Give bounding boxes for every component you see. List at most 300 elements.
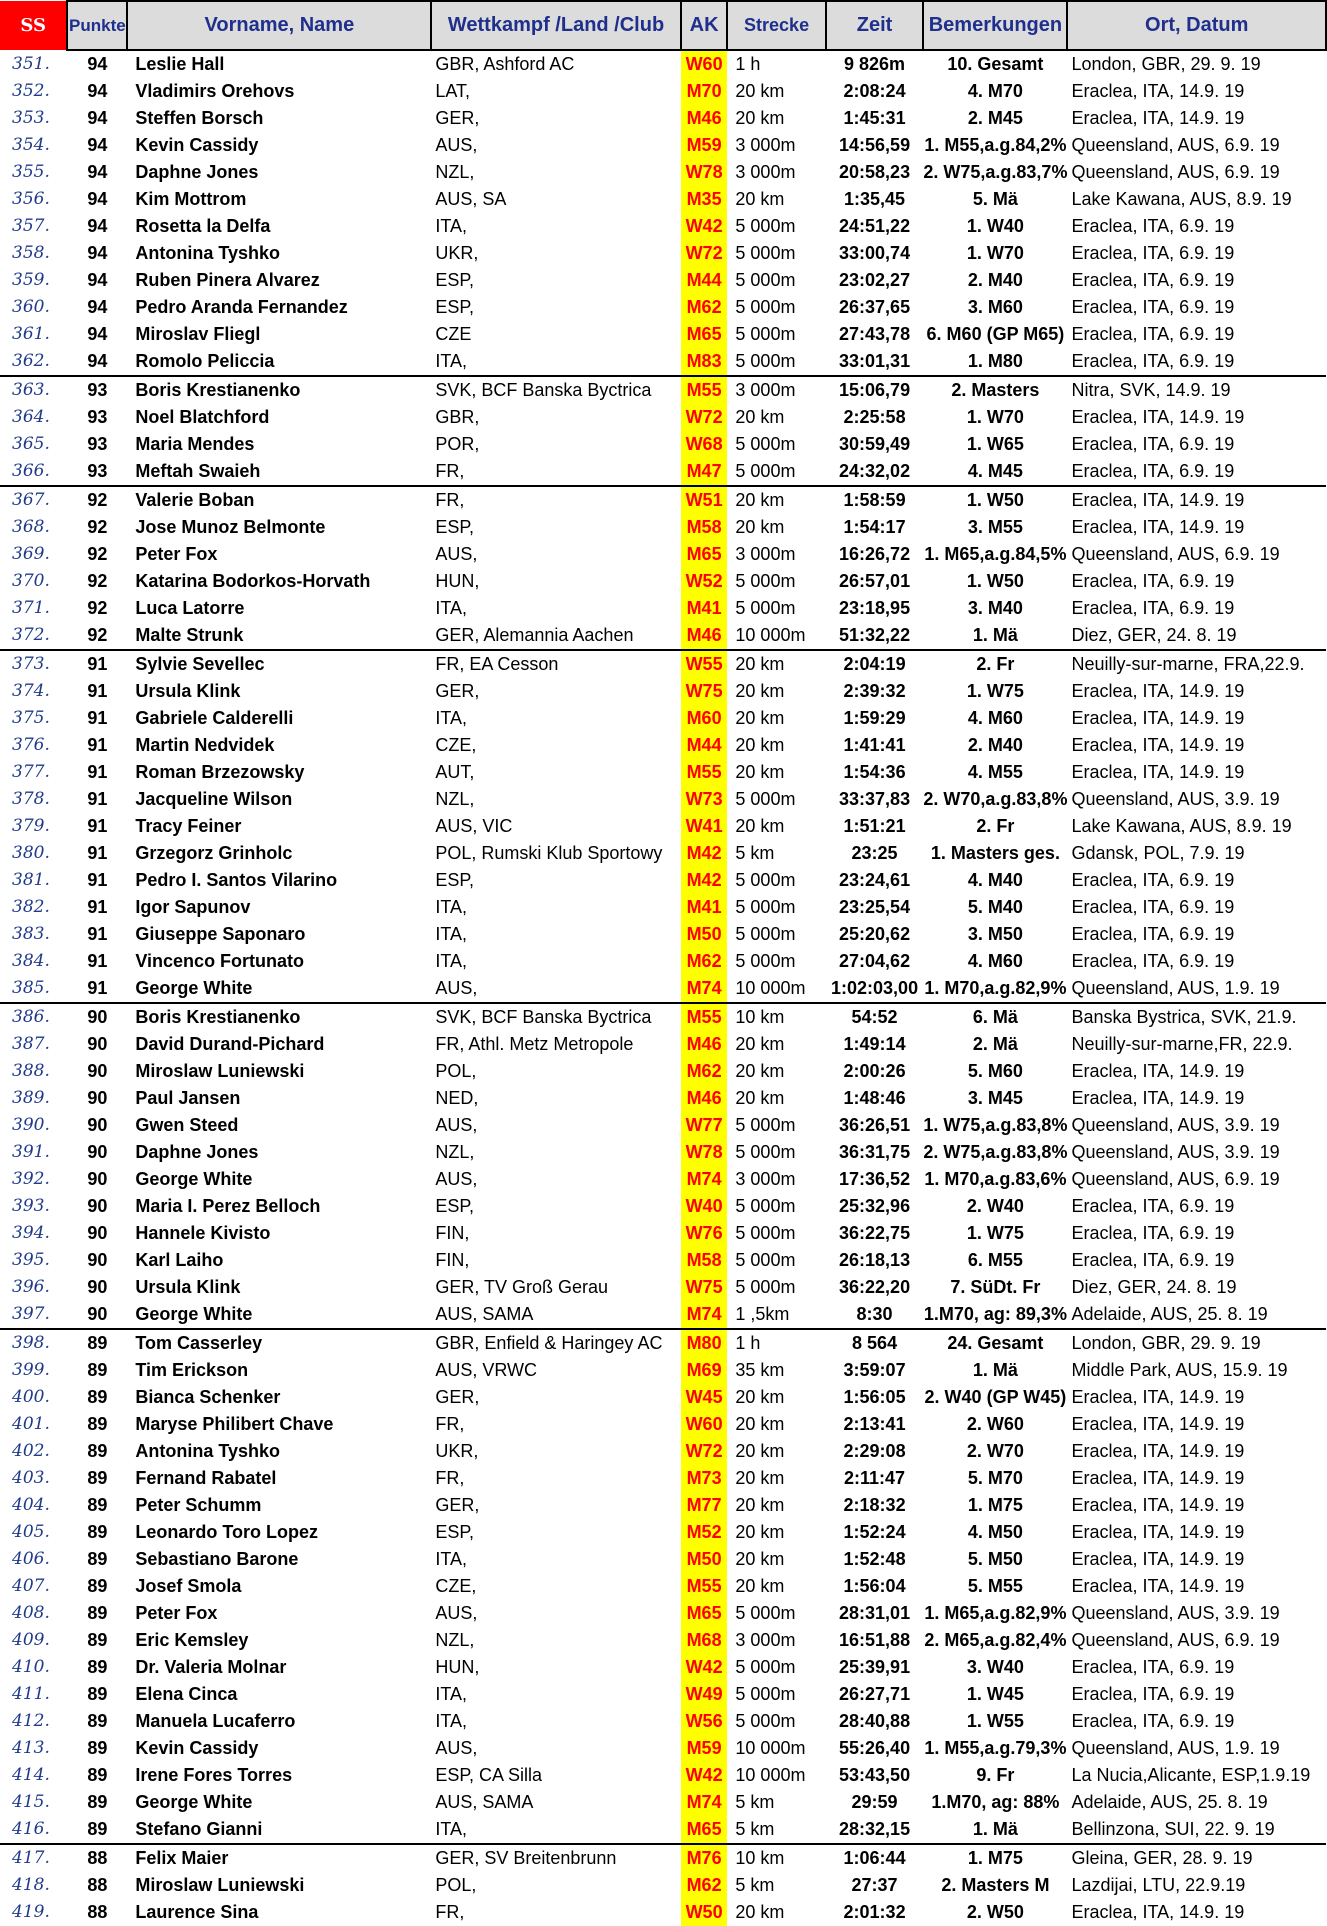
- table-row: [0, 867, 1326, 894]
- time-cell: 9 826m: [844, 54, 906, 74]
- distance-cell: 5 000m: [735, 1277, 796, 1297]
- points-cell: 94: [87, 189, 108, 209]
- club-cell: AUS,: [435, 1115, 478, 1135]
- rank-number: 419.: [12, 1902, 50, 1922]
- athlete-name: Karl Laiho: [135, 1250, 224, 1270]
- rank-number: 382.: [12, 897, 50, 917]
- time-cell: 23:02,27: [839, 270, 911, 290]
- table-row: [0, 132, 1326, 159]
- distance-cell: 20 km: [735, 762, 785, 782]
- place-date-cell: Eraclea, ITA, 14.9. 19: [1071, 1061, 1245, 1081]
- distance-cell: 20 km: [727, 650, 825, 678]
- table-row: [0, 840, 1326, 867]
- place-date-cell: Eraclea, ITA, 14.9. 19: [1071, 735, 1245, 755]
- points-cell: 88: [87, 1902, 108, 1922]
- remarks-cell: 4. M40: [967, 870, 1023, 890]
- remarks-cell: 1.M70, ag: 88%: [931, 1792, 1060, 1812]
- age-class-cell: M41: [681, 894, 728, 921]
- club-cell: FR, Athl. Metz Metropole: [435, 1034, 634, 1054]
- time-cell: 28:31,01: [839, 1603, 911, 1623]
- remarks-cell: 2. Fr: [923, 650, 1067, 678]
- remarks-cell: 2. Fr: [976, 816, 1015, 836]
- age-class-cell: W78: [681, 159, 728, 186]
- distance-cell: 3 000m: [727, 376, 825, 404]
- remarks-cell: 1. Mä: [972, 625, 1018, 645]
- remarks-cell: 1. W75,a.g.83,8%: [923, 1115, 1068, 1135]
- athlete-name: George White: [135, 1792, 253, 1812]
- club-cell: NZL,: [435, 789, 475, 809]
- remarks-cell: 1. W50: [966, 571, 1024, 591]
- place-date-cell: Queensland, AUS, 6.9. 19: [1071, 544, 1280, 564]
- time-cell: 54:52: [826, 1003, 924, 1031]
- time-cell: 3:59:07: [843, 1360, 906, 1380]
- time-cell: 20:58,23: [839, 162, 911, 182]
- athlete-name: Kim Mottrom: [135, 189, 247, 209]
- place-date-cell: Eraclea, ITA, 14.9. 19: [1071, 708, 1245, 728]
- time-cell: 25:32,96: [839, 1196, 911, 1216]
- header-place: Ort, Datum: [1067, 1, 1326, 50]
- rank-number: 362.: [12, 351, 50, 371]
- table-row: [0, 404, 1326, 431]
- points-cell: 89: [87, 1738, 108, 1758]
- club-cell: UKR,: [435, 1441, 479, 1461]
- athlete-name: Steffen Borsch: [135, 108, 264, 128]
- remarks-cell: 3. M50: [967, 924, 1023, 944]
- place-date-cell: Eraclea, ITA, 14.9. 19: [1071, 1468, 1245, 1488]
- time-cell: 2:13:41: [843, 1414, 906, 1434]
- age-class-cell: M42: [681, 867, 728, 894]
- points-cell: 94: [87, 162, 108, 182]
- table-row: [0, 458, 1326, 486]
- time-cell: 53:43,50: [839, 1765, 911, 1785]
- age-class-cell: W73: [681, 786, 728, 813]
- points-cell: 89: [87, 1684, 108, 1704]
- points-cell: 90: [87, 1088, 108, 1108]
- rank-number: 376.: [12, 735, 50, 755]
- place-date-cell: Eraclea, ITA, 6.9. 19: [1071, 897, 1235, 917]
- rank-number: 359.: [12, 270, 50, 290]
- club-cell: HUN,: [435, 571, 480, 591]
- athlete-name: Ruben Pinera Alvarez: [135, 270, 320, 290]
- age-class-cell: M73: [681, 1465, 728, 1492]
- points-cell: 94: [87, 324, 108, 344]
- rank-number: 384.: [12, 951, 50, 971]
- remarks-cell: 1. W50: [923, 486, 1067, 514]
- distance-cell: 10 km: [727, 1003, 825, 1031]
- place-date-cell: Eraclea, ITA, 14.9. 19: [1071, 1495, 1245, 1515]
- athlete-name: Roman Brzezowsky: [135, 762, 305, 782]
- age-class-cell: M65: [681, 321, 728, 348]
- table-row: [0, 759, 1326, 786]
- time-cell: 1:52:48: [843, 1549, 906, 1569]
- age-class-cell: M74: [681, 1301, 728, 1329]
- time-cell: 25:20,62: [839, 924, 911, 944]
- points-cell: 89: [87, 1441, 108, 1461]
- remarks-cell: 1. Masters ges.: [930, 843, 1060, 863]
- time-cell: 1:02:03,00: [831, 978, 919, 998]
- rank-number: 377.: [12, 762, 50, 782]
- club-cell: SVK, BCF Banska Byctrica: [431, 1003, 680, 1031]
- points-cell: 92: [87, 625, 108, 645]
- remarks-cell: 1. M65,a.g.84,5%: [924, 544, 1067, 564]
- table-row: [0, 622, 1326, 650]
- rank-number: 357.: [12, 216, 50, 236]
- club-cell: NZL,: [435, 162, 475, 182]
- remarks-cell: 3. M40: [967, 598, 1023, 618]
- remarks-cell: 5. M70: [967, 1468, 1023, 1488]
- place-date-cell: Queensland, AUS, 3.9. 19: [1071, 1115, 1280, 1135]
- table-row: [0, 678, 1326, 705]
- rank-number: 394.: [12, 1223, 50, 1243]
- distance-cell: 5 000m: [735, 297, 796, 317]
- table-row: [0, 514, 1326, 541]
- age-class-cell: M60: [681, 705, 728, 732]
- athlete-name: Antonina Tyshko: [135, 1441, 281, 1461]
- athlete-name: Boris Krestianenko: [127, 1003, 431, 1031]
- rank-number: 379.: [12, 816, 50, 836]
- table-row: [0, 186, 1326, 213]
- club-cell: AUS,: [435, 135, 478, 155]
- points-cell: 89: [87, 1819, 108, 1839]
- points-cell: 91: [87, 762, 108, 782]
- time-cell: 2:25:58: [843, 407, 906, 427]
- remarks-cell: 5. M55: [967, 1576, 1023, 1596]
- age-class-cell: W42: [681, 1762, 728, 1789]
- athlete-name: Kevin Cassidy: [135, 1738, 259, 1758]
- header-club: Wettkampf /Land /Club: [431, 1, 680, 50]
- points-cell: 90: [87, 1034, 108, 1054]
- remarks-cell: 1. M70,a.g.82,9%: [924, 978, 1067, 998]
- points-cell: 88: [67, 1844, 127, 1872]
- athlete-name: Daphne Jones: [135, 162, 259, 182]
- distance-cell: 5 000m: [735, 1115, 796, 1135]
- place-date-cell: Middle Park, AUS, 15.9. 19: [1071, 1360, 1288, 1380]
- rank-number: 411.: [12, 1684, 50, 1704]
- distance-cell: 5 000m: [735, 270, 796, 290]
- place-date-cell: Queensland, AUS, 6.9. 19: [1071, 135, 1280, 155]
- club-cell: FR,: [431, 486, 680, 514]
- place-date-cell: Eraclea, ITA, 6.9. 19: [1071, 951, 1235, 971]
- distance-cell: 20 km: [735, 407, 785, 427]
- athlete-name: Martin Nedvidek: [135, 735, 275, 755]
- points-cell: 91: [87, 681, 108, 701]
- rank-number: 413.: [12, 1738, 50, 1758]
- club-cell: AUT,: [435, 762, 475, 782]
- club-cell: ITA,: [435, 1711, 468, 1731]
- remarks-cell: 1. W70: [966, 243, 1024, 263]
- points-cell: 91: [87, 816, 108, 836]
- time-cell: 24:32,02: [839, 461, 911, 481]
- rank-number: 388.: [12, 1061, 50, 1081]
- points-cell: 90: [87, 1277, 108, 1297]
- club-cell: AUS, SA: [435, 189, 507, 209]
- time-cell: 26:27,71: [839, 1684, 911, 1704]
- athlete-name: Eric Kemsley: [135, 1630, 249, 1650]
- age-class-cell: W72: [681, 404, 728, 431]
- place-date-cell: Adelaide, AUS, 25. 8. 19: [1071, 1304, 1268, 1324]
- remarks-cell: 4. M50: [967, 1522, 1023, 1542]
- place-date-cell: Neuilly-sur-marne, FRA,22.9.: [1067, 650, 1326, 678]
- place-date-cell: Eraclea, ITA, 6.9. 19: [1071, 1196, 1235, 1216]
- time-cell: 36:31,75: [839, 1142, 911, 1162]
- athlete-name: Sebastiano Barone: [135, 1549, 299, 1569]
- distance-cell: 20 km: [735, 1576, 785, 1596]
- athlete-name: Malte Strunk: [135, 625, 244, 645]
- distance-cell: 20 km: [735, 1088, 785, 1108]
- age-class-cell: M58: [681, 514, 728, 541]
- points-cell: 94: [87, 108, 108, 128]
- table-row: [0, 595, 1326, 622]
- rank-number: 407.: [12, 1576, 50, 1596]
- age-class-cell: M50: [681, 921, 728, 948]
- table-row: [0, 1139, 1326, 1166]
- age-class-cell: M47: [681, 458, 728, 486]
- athlete-name: Tracy Feiner: [135, 816, 242, 836]
- time-cell: 26:37,65: [839, 297, 911, 317]
- distance-cell: 5 000m: [735, 1142, 796, 1162]
- club-cell: LAT,: [435, 81, 471, 101]
- age-class-cell: M65: [681, 541, 728, 568]
- athlete-name: Felix Maier: [127, 1844, 431, 1872]
- age-class-cell: M74: [681, 1789, 728, 1816]
- header-remarks: Bemerkungen: [923, 1, 1067, 50]
- time-cell: 16:51,88: [839, 1630, 911, 1650]
- athlete-name: Peter Schumm: [135, 1495, 262, 1515]
- age-class-cell: W42: [681, 1654, 728, 1681]
- rank-number: 400.: [12, 1387, 50, 1407]
- remarks-cell: 2. Masters: [923, 376, 1067, 404]
- points-cell: 89: [87, 1792, 108, 1812]
- remarks-cell: 1. M55,a.g.79,3%: [924, 1738, 1067, 1758]
- time-cell: 36:22,20: [839, 1277, 911, 1297]
- age-class-cell: M74: [681, 975, 728, 1003]
- place-date-cell: Queensland, AUS, 1.9. 19: [1071, 978, 1280, 998]
- athlete-name: Igor Sapunov: [135, 897, 251, 917]
- table-row: [0, 240, 1326, 267]
- time-cell: 36:26,51: [839, 1115, 911, 1135]
- rank-number: 375.: [12, 708, 50, 728]
- points-cell: 91: [87, 924, 108, 944]
- athlete-name: Maria I. Perez Belloch: [135, 1196, 321, 1216]
- table-row: [0, 1438, 1326, 1465]
- table-row: [0, 1492, 1326, 1519]
- rank-number: 406.: [12, 1549, 50, 1569]
- place-date-cell: Adelaide, AUS, 25. 8. 19: [1071, 1792, 1268, 1812]
- athlete-name: Miroslaw Luniewski: [135, 1061, 305, 1081]
- points-cell: 90: [87, 1169, 108, 1189]
- place-date-cell: Eraclea, ITA, 14.9. 19: [1071, 517, 1245, 537]
- place-date-cell: Eraclea, ITA, 6.9. 19: [1071, 1223, 1235, 1243]
- rank-number: 353.: [12, 108, 50, 128]
- age-class-cell: W40: [681, 1193, 728, 1220]
- distance-cell: 5 000m: [735, 461, 796, 481]
- age-class-cell: W72: [681, 240, 728, 267]
- distance-cell: 20 km: [735, 735, 785, 755]
- club-cell: POR,: [435, 434, 480, 454]
- table-row: [0, 294, 1326, 321]
- remarks-cell: 2. W75,a.g.83,8%: [923, 1142, 1068, 1162]
- rank-number: 390.: [12, 1115, 50, 1135]
- distance-cell: 20 km: [735, 1061, 785, 1081]
- athlete-name: Pedro I. Santos Vilarino: [135, 870, 338, 890]
- remarks-cell: 1. W65: [966, 434, 1024, 454]
- athlete-name: George White: [135, 1169, 253, 1189]
- remarks-cell: 3. M45: [967, 1088, 1023, 1108]
- place-date-cell: Eraclea, ITA, 14.9. 19: [1071, 1441, 1245, 1461]
- table-row: [0, 921, 1326, 948]
- place-date-cell: London, GBR, 29. 9. 19: [1071, 54, 1261, 74]
- table-row: [0, 1031, 1326, 1058]
- athlete-name: Pedro Aranda Fernandez: [135, 297, 348, 317]
- remarks-cell: 4. M60: [967, 951, 1023, 971]
- rank-number: 368.: [12, 517, 50, 537]
- athlete-name: Maria Mendes: [135, 434, 255, 454]
- remarks-cell: 1. M75: [923, 1844, 1067, 1872]
- rank-number: 405.: [12, 1522, 50, 1542]
- club-cell: SVK, BCF Banska Byctrica: [431, 376, 680, 404]
- athlete-name: Leslie Hall: [135, 54, 225, 74]
- rank-number: 351.: [12, 53, 50, 74]
- table-row: [0, 975, 1326, 1003]
- time-cell: 1:51:21: [843, 816, 906, 836]
- club-cell: AUS,: [435, 1738, 478, 1758]
- points-cell: 91: [87, 789, 108, 809]
- table-row: [0, 1872, 1326, 1899]
- time-cell: 28:40,88: [839, 1711, 911, 1731]
- remarks-cell: 3. W40: [966, 1657, 1024, 1677]
- club-cell: UKR,: [435, 243, 479, 263]
- table-row: [0, 1546, 1326, 1573]
- time-cell: 1:49:14: [843, 1034, 906, 1054]
- time-cell: 51:32,22: [839, 625, 911, 645]
- club-cell: NED,: [435, 1088, 479, 1108]
- remarks-cell: 2. M65,a.g.82,4%: [924, 1630, 1067, 1650]
- club-cell: ITA,: [435, 1549, 468, 1569]
- table-row: [0, 105, 1326, 132]
- age-class-cell: W75: [681, 678, 728, 705]
- rank-number: 401.: [12, 1414, 50, 1434]
- club-cell: ESP,: [435, 517, 475, 537]
- athlete-name: Valerie Boban: [127, 486, 431, 514]
- points-cell: 94: [87, 351, 108, 371]
- points-cell: 91: [87, 870, 108, 890]
- points-cell: 94: [87, 54, 108, 74]
- club-cell: POL, Rumski Klub Sportowy: [435, 843, 663, 863]
- club-cell: ESP,: [435, 1522, 475, 1542]
- remarks-cell: 4. M70: [967, 81, 1023, 101]
- distance-cell: 10 000m: [735, 1738, 806, 1758]
- remarks-cell: 4. M60: [967, 708, 1023, 728]
- points-cell: 94: [87, 270, 108, 290]
- remarks-cell: 1. M75: [967, 1495, 1023, 1515]
- points-cell: 91: [87, 735, 108, 755]
- distance-cell: 1 ,5km: [735, 1304, 790, 1324]
- rank-number: 414.: [12, 1765, 50, 1785]
- time-cell: 23:25,54: [839, 897, 911, 917]
- header-name: Vorname, Name: [127, 1, 431, 50]
- club-cell: AUS,: [435, 1603, 478, 1623]
- club-cell: ESP, CA Silla: [435, 1765, 543, 1785]
- distance-cell: 5 000m: [735, 598, 796, 618]
- age-class-cell: M62: [681, 294, 728, 321]
- points-cell: 92: [87, 571, 108, 591]
- distance-cell: 20 km: [735, 1414, 785, 1434]
- age-class-cell: M41: [681, 595, 728, 622]
- table-row: [0, 1573, 1326, 1600]
- distance-cell: 5 000m: [735, 1603, 796, 1623]
- age-class-cell: W41: [681, 813, 728, 840]
- club-cell: AUS,: [435, 978, 478, 998]
- rank-number: 397.: [12, 1304, 50, 1324]
- age-class-cell: M80: [681, 1329, 728, 1357]
- distance-cell: 5 000m: [735, 434, 796, 454]
- club-cell: GER,: [435, 681, 480, 701]
- time-cell: 2:29:08: [843, 1441, 906, 1461]
- remarks-cell: 1. W55: [966, 1711, 1024, 1731]
- time-cell: 1:48:46: [843, 1088, 906, 1108]
- results-body: [0, 50, 1326, 1926]
- time-cell: 2:04:19: [826, 650, 924, 678]
- time-cell: 1:52:24: [843, 1522, 906, 1542]
- age-class-cell: M46: [681, 1031, 728, 1058]
- table-row: [0, 321, 1326, 348]
- remarks-cell: 1. W45: [966, 1684, 1024, 1704]
- time-cell: 24:51,22: [839, 216, 911, 236]
- distance-cell: 5 000m: [735, 789, 796, 809]
- age-class-cell: W72: [681, 1438, 728, 1465]
- table-row: [0, 894, 1326, 921]
- place-date-cell: Eraclea, ITA, 14.9. 19: [1071, 407, 1245, 427]
- distance-cell: 1 h: [735, 54, 761, 74]
- age-class-cell: M70: [681, 78, 728, 105]
- table-row: [0, 431, 1326, 458]
- athlete-name: George White: [135, 1304, 253, 1324]
- club-cell: GER,: [435, 1495, 480, 1515]
- table-row: [0, 948, 1326, 975]
- distance-cell: 20 km: [735, 816, 785, 836]
- age-class-cell: M76: [681, 1844, 728, 1872]
- distance-cell: 20 km: [735, 108, 785, 128]
- distance-cell: 5 000m: [735, 571, 796, 591]
- distance-cell: 5 000m: [735, 1196, 796, 1216]
- place-date-cell: Eraclea, ITA, 14.9. 19: [1071, 1549, 1245, 1569]
- distance-cell: 5 000m: [735, 324, 796, 344]
- rank-number: 409.: [12, 1630, 50, 1650]
- time-cell: 1:35,45: [844, 189, 906, 209]
- distance-cell: 20 km: [735, 1441, 785, 1461]
- rank-number: 410.: [12, 1657, 50, 1677]
- points-cell: 94: [87, 81, 108, 101]
- place-date-cell: Eraclea, ITA, 6.9. 19: [1071, 243, 1235, 263]
- time-cell: 16:26,72: [839, 544, 911, 564]
- age-class-cell: M44: [681, 732, 728, 759]
- table-row: [0, 486, 1326, 514]
- place-date-cell: Queensland, AUS, 6.9. 19: [1071, 162, 1280, 182]
- remarks-cell: 2. W70,a.g.83,8%: [923, 789, 1068, 809]
- remarks-cell: 2. W75,a.g.83,7%: [923, 162, 1068, 182]
- remarks-cell: 2. M40: [967, 270, 1023, 290]
- rank-number: 352.: [12, 81, 50, 101]
- table-row: [0, 1789, 1326, 1816]
- club-cell: ITA,: [435, 951, 468, 971]
- place-date-cell: Diez, GER, 24. 8. 19: [1071, 625, 1237, 645]
- age-class-cell: M55: [681, 1573, 728, 1600]
- points-cell: 92: [67, 486, 127, 514]
- age-class-cell: M35: [681, 186, 728, 213]
- distance-cell: 5 000m: [735, 216, 796, 236]
- club-cell: ESP,: [435, 870, 475, 890]
- table-row: [0, 813, 1326, 840]
